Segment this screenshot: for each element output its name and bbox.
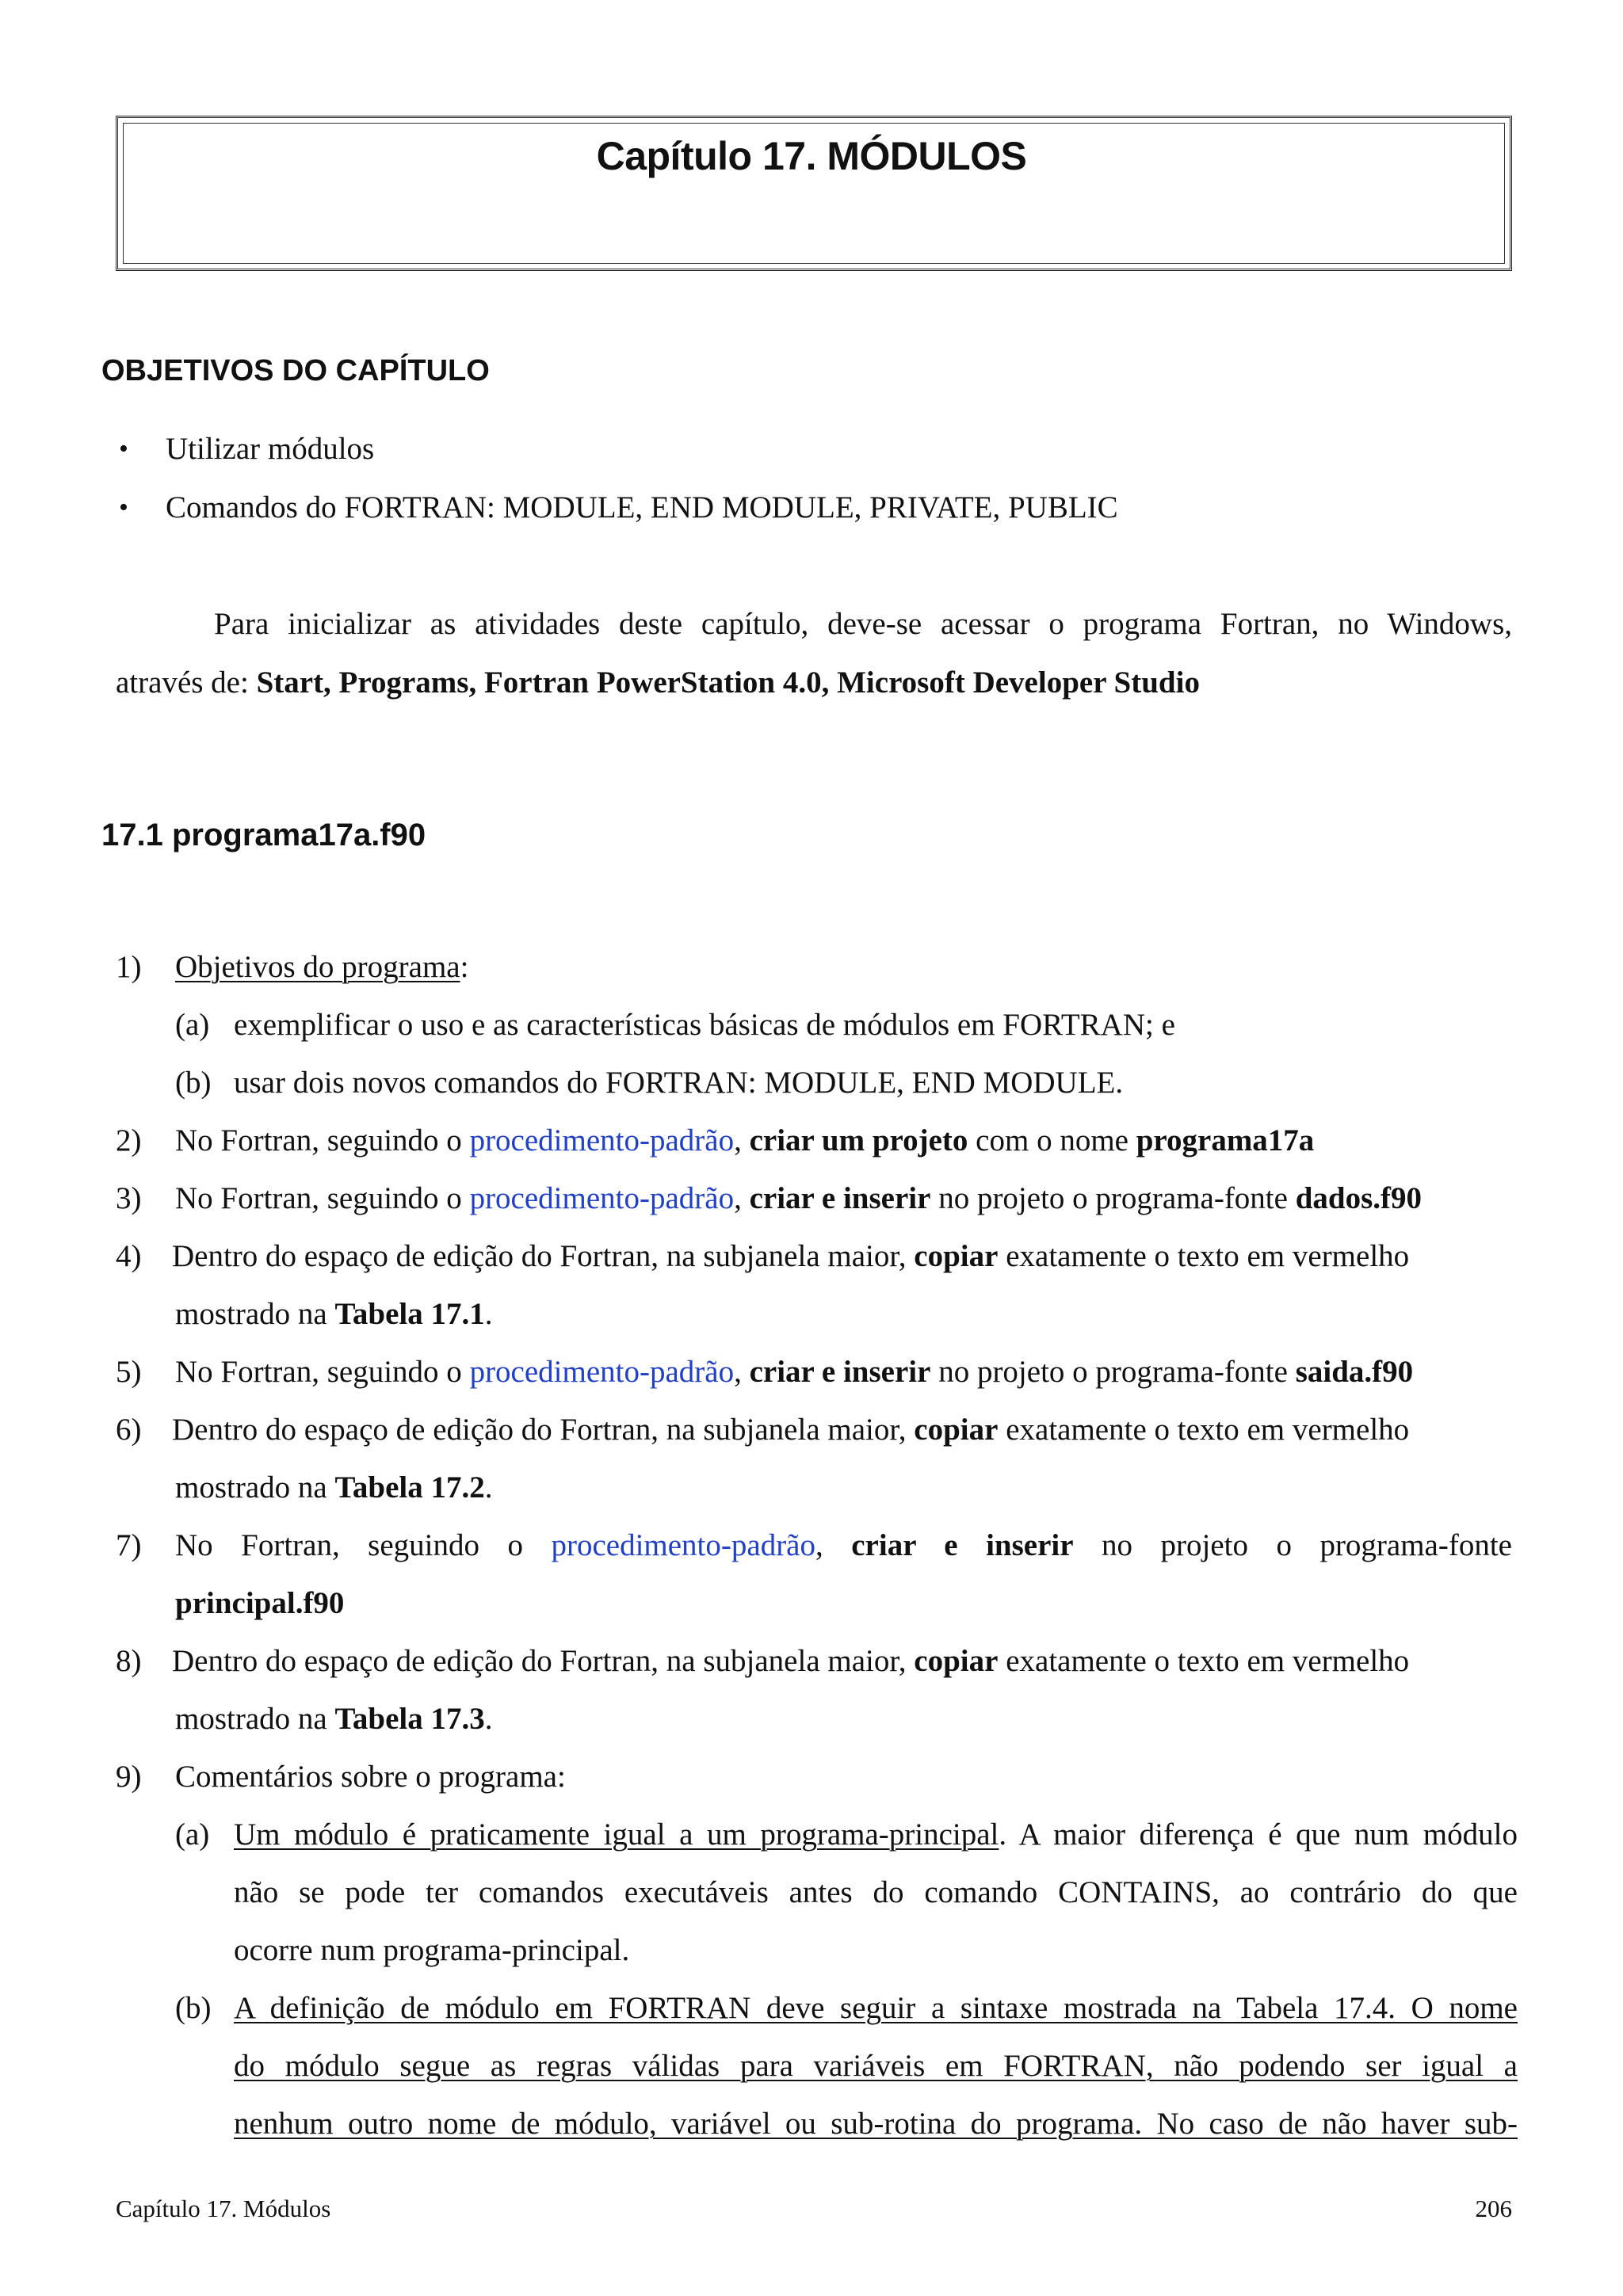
step-1: Objetivos do programa: bbox=[175, 950, 469, 984]
chapter-title: Capítulo 17. MÓDULOS bbox=[596, 134, 1027, 178]
sub-marker: (a) bbox=[175, 1817, 210, 1852]
step-6-cont: mostrado na Tabela 17.2. bbox=[175, 1470, 493, 1505]
step-number: 9) bbox=[116, 1760, 142, 1794]
step-number: 5) bbox=[116, 1355, 142, 1389]
procedimento-padrao-link[interactable]: procedimento-padrão bbox=[469, 1355, 735, 1389]
step-7: No Fortran, seguindo o procedimento-padrão, criar e inserir no projeto o programa-fonte bbox=[175, 1528, 1512, 1562]
step-number: 8) bbox=[116, 1644, 142, 1678]
step-9a-line-1: Um módulo é praticamente igual a um programa-principal. A maior diferença é que num módulo bbox=[234, 1817, 1518, 1852]
page-number: 206 bbox=[1475, 2195, 1512, 2222]
intro-line-1: Para inicializar as atividades deste capítulo, deve-se acessar o programa Fortran, no Windows, bbox=[214, 607, 1512, 641]
step-8: Dentro do espaço de edição do Fortran, na subjanela maior, copiar exatamente o texto em vermelho bbox=[172, 1644, 1410, 1678]
bullet-icon: • bbox=[119, 493, 128, 522]
intro-path: Start, Programs, Fortran PowerStation 4.0, Microsoft Developer Studio bbox=[256, 666, 1200, 700]
procedimento-padrao-link[interactable]: procedimento-padrão bbox=[551, 1528, 815, 1562]
step-7-cont: principal.f90 bbox=[175, 1586, 345, 1620]
step-9a-line-3: ocorre num programa-principal. bbox=[234, 1933, 630, 1967]
step-number: 4) bbox=[116, 1239, 142, 1273]
step-2: No Fortran, seguindo o procedimento-padrão, criar um projeto com o nome programa17a bbox=[175, 1123, 1315, 1158]
step-9b-line-3: nenhum outro nome de módulo, variável ou sub-rotina do programa. No caso de não haver sub- bbox=[234, 2107, 1518, 2141]
step-1-label: Objetivos do programa bbox=[175, 950, 460, 984]
objective-item: Utilizar módulos bbox=[166, 432, 375, 466]
step-9b-line-2: do módulo segue as regras válidas para variáveis em FORTRAN, não podendo ser igual a bbox=[234, 2049, 1518, 2083]
footer-chapter: Capítulo 17. Módulos bbox=[116, 2195, 331, 2222]
step-9: Comentários sobre o programa: bbox=[175, 1760, 566, 1794]
step-6: Dentro do espaço de edição do Fortran, na subjanela maior, copiar exatamente o texto em vermelho bbox=[172, 1413, 1410, 1447]
objectives-heading: OBJETIVOS DO CAPÍTULO bbox=[101, 354, 490, 387]
sub-marker: (a) bbox=[175, 1008, 210, 1042]
section-heading: 17.1 programa17a.f90 bbox=[101, 818, 426, 852]
step-4: Dentro do espaço de edição do Fortran, na subjanela maior, copiar exatamente o texto em vermelho bbox=[172, 1239, 1410, 1273]
step-number: 6) bbox=[116, 1413, 142, 1447]
procedimento-padrao-link[interactable]: procedimento-padrão bbox=[469, 1181, 735, 1215]
bullet-icon: • bbox=[119, 434, 128, 463]
step-number: 2) bbox=[116, 1123, 142, 1158]
step-9a-line-2: não se pode ter comandos executáveis antes do comando CONTAINS, ao contrário do que bbox=[234, 1875, 1518, 1909]
step-number: 3) bbox=[116, 1181, 142, 1215]
step-5: No Fortran, seguindo o procedimento-padrão, criar e inserir no projeto o programa-fonte saida.f90 bbox=[175, 1355, 1414, 1389]
sub-marker: (b) bbox=[175, 1991, 212, 2025]
objective-item: Comandos do FORTRAN: MODULE, END MODULE, PRIVATE, PUBLIC bbox=[166, 490, 1118, 524]
step-1b: usar dois novos comandos do FORTRAN: MODULE, END MODULE. bbox=[234, 1066, 1124, 1100]
intro-line-2: através de: Start, Programs, Fortran PowerStation 4.0, Microsoft Developer Studio bbox=[116, 666, 1200, 700]
step-1a: exemplificar o uso e as características básicas de módulos em FORTRAN; e bbox=[234, 1008, 1175, 1042]
step-4-cont: mostrado na Tabela 17.1. bbox=[175, 1297, 493, 1331]
sub-marker: (b) bbox=[175, 1066, 212, 1100]
procedimento-padrao-link[interactable]: procedimento-padrão bbox=[469, 1123, 735, 1158]
step-3: No Fortran, seguindo o procedimento-padrão, criar e inserir no projeto o programa-fonte dados.f90 bbox=[175, 1181, 1423, 1215]
step-number: 7) bbox=[116, 1528, 142, 1562]
step-9b-line-1: A definição de módulo em FORTRAN deve seguir a sintaxe mostrada na Tabela 17.4. O nome bbox=[234, 1991, 1518, 2025]
step-number: 1) bbox=[116, 950, 142, 984]
step-8-cont: mostrado na Tabela 17.3. bbox=[175, 1702, 493, 1736]
